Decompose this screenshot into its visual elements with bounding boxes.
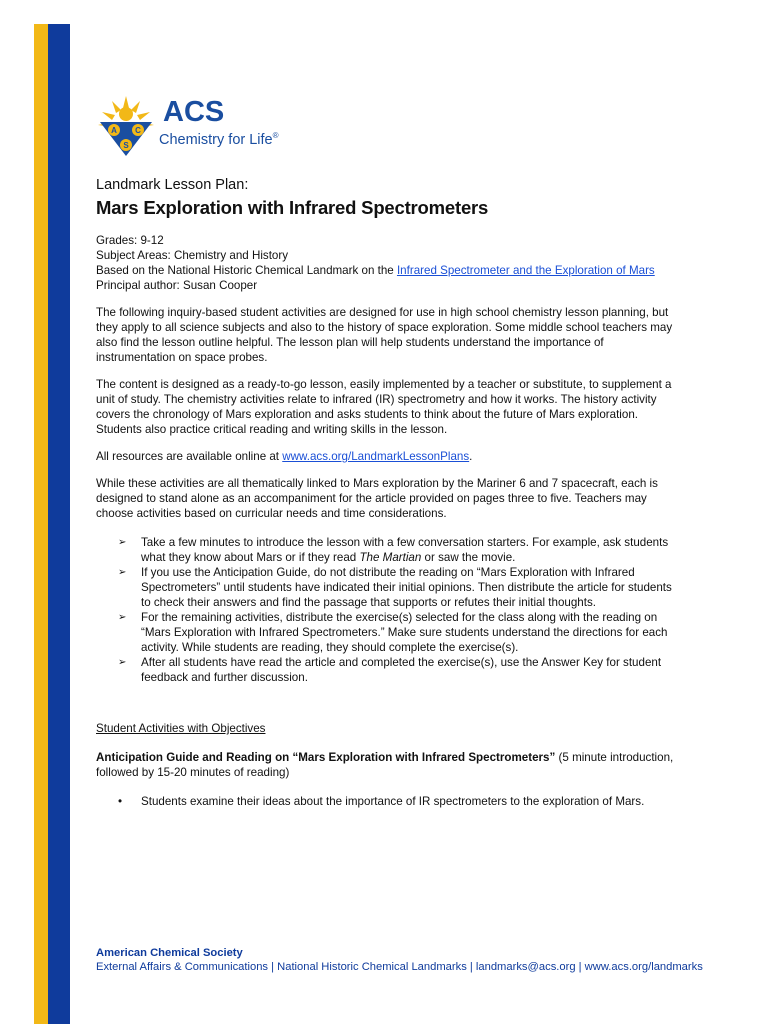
intro-paragraph: The following inquiry-based student activities are designed for use in high school chemistry lesson planning, but they apply to all science subjects and also to the history of space exploration. Some middle school teachers may also find the lesson outline helpful. The lesson plan will help students understand the importance of instrumentation on space probes. — [96, 306, 673, 364]
meta-subjects: Subject Areas: Chemistry and History — [96, 249, 289, 262]
section-heading: Student Activities with Objectives — [96, 722, 266, 735]
resources-prefix: All resources are available online at — [96, 450, 283, 463]
activity-item — [96, 750, 681, 780]
resources-link[interactable]: www.acs.org/LandmarkLessonPlans — [282, 450, 470, 463]
instruction-list — [96, 535, 681, 685]
arrow-bullet-icon: ➢ — [118, 657, 127, 668]
acs-logo — [94, 94, 284, 160]
list-item — [96, 565, 681, 610]
doc-kicker: Landmark Lesson Plan: — [96, 177, 249, 193]
logo-wordmark: ACS — [163, 96, 225, 128]
left-accent-bar-yellow — [34, 24, 48, 1024]
page-footer — [96, 946, 703, 974]
bullet-icon: • — [118, 795, 123, 808]
list-item — [96, 535, 681, 565]
seal-letter-c: C — [135, 126, 141, 135]
list-item — [96, 610, 681, 655]
meta-grades: Grades: 9-12 — [96, 234, 164, 247]
logo-trademark: ® — [272, 131, 279, 140]
resources-paragraph — [96, 449, 681, 464]
footer-org: American Chemical Society — [96, 947, 243, 959]
arrow-bullet-icon: ➢ — [118, 612, 127, 623]
meta-based-on — [96, 263, 681, 278]
meta-author: Principal author: Susan Cooper — [96, 279, 258, 292]
arrow-bullet-icon: ➢ — [118, 537, 127, 548]
activity-duration: (5 minute introduction, followed by 15-20 minutes of reading) — [96, 751, 674, 779]
resources-suffix: . — [469, 450, 473, 463]
objective-text: Students examine their ideas about the importance of IR spectrometers to the exploration of Mars. — [141, 795, 645, 808]
objective-list — [96, 794, 681, 809]
doc-title: Mars Exploration with Infrared Spectrometers — [96, 197, 489, 218]
acs-seal-icon — [94, 94, 158, 158]
list-item — [96, 794, 681, 809]
list-item-text: For the remaining activities, distribute the exercise(s) selected for the class along with the reading on “Mars Exploration with Infrared Spectrometers.” Make sure students understand the directions for each activity. While students are reading, they should complete the exercise(s). — [141, 611, 668, 654]
activity-title: Anticipation Guide and Reading on “Mars Exploration with Infrared Spectrometers” — [96, 751, 556, 764]
content-paragraph: The content is designed as a ready-to-go lesson, easily implemented by a teacher or substitute, to supplement a unit of study. The chemistry activities relate to infrared (IR) spectrometry and how it works. The history activity covers the chronology of Mars exploration and asks students to think about the future of Mars exploration. Students also practice critical reading and writing skills in the lesson. — [96, 378, 672, 436]
list-item-italic: The Martian — [359, 551, 422, 564]
meta-based-prefix: Based on the National Historic Chemical Landmark on the — [96, 264, 397, 277]
seal-letter-s: S — [123, 141, 129, 150]
meta-block — [96, 233, 681, 293]
footer-contact: External Affairs & Communications | National Historic Chemical Landmarks | landmarks@acs.org | www.acs.org/landmarks — [96, 961, 703, 973]
left-accent-bar-blue — [48, 24, 70, 1024]
list-item-text: If you use the Anticipation Guide, do not distribute the reading on “Mars Exploration with Infrared Spectrometers” until students have indicated their initial opinions. Then distribute the article for students to check their answers and find the passage that supports or refutes their initial thoughts. — [141, 566, 672, 609]
list-item-text: Take a few minutes to introduce the lesson with a few conversation starters. For example, ask students what they know about Mars or if they read — [141, 536, 669, 564]
document-body — [96, 176, 681, 809]
landmark-link[interactable]: Infrared Spectrometer and the Exploration of Mars — [396, 264, 655, 277]
list-item-text: After all students have read the article and completed the exercise(s), use the Answer Key for student feedback and further discussion. — [141, 656, 662, 684]
seal-letter-a: A — [111, 126, 117, 135]
list-item — [96, 655, 681, 685]
list-item-text-after: or saw the movie. — [421, 551, 516, 564]
logo-tagline-text: Chemistry for Life — [159, 131, 273, 148]
arrow-bullet-icon: ➢ — [118, 567, 127, 578]
logo-tagline — [159, 131, 279, 148]
activities-intro-paragraph: While these activities are all thematically linked to Mars exploration by the Mariner 6 and 7 spacecraft, each is designed to stand alone as an accompaniment for the article provided on pages three to five. Teachers may choose activities based on curricular needs and time considerations. — [96, 477, 658, 520]
